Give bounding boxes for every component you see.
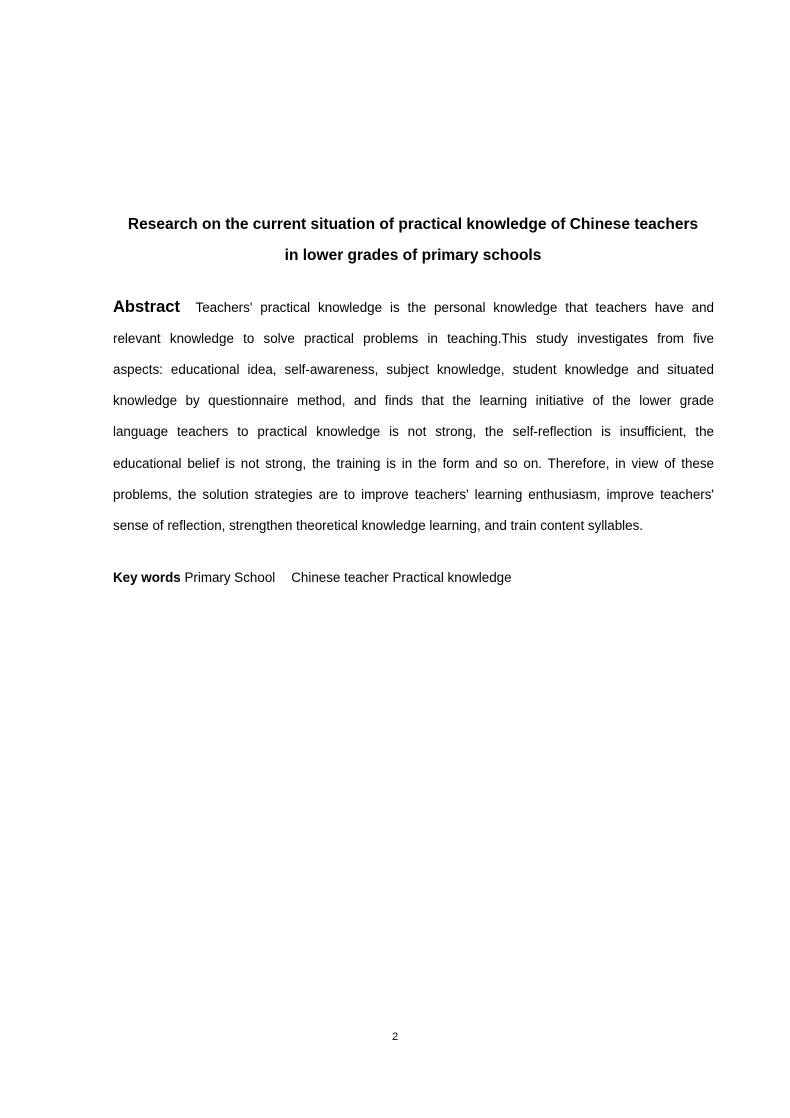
abstract-line: language teachers to practical knowledge is not strong, the self-reflection is insufficient, the [113, 424, 714, 439]
keyword-item: Primary School [184, 570, 276, 585]
abstract-line: sense of reflection, strengthen theoretical knowledge learning, and train content syllables. [113, 518, 643, 533]
abstract-line [113, 297, 714, 317]
abstract-line: relevant knowledge to solve practical problems in teaching.This study investigates from five [113, 331, 714, 346]
abstract-line: aspects: educational idea, self-awareness, subject knowledge, student knowledge and situated [113, 362, 714, 377]
abstract-text: Teachers' practical knowledge is the personal knowledge that teachers have and [195, 300, 714, 315]
keywords-label: Key words [113, 570, 181, 585]
abstract-line: educational belief is not strong, the training is in the form and so on. Therefore, in view of these [113, 456, 714, 471]
abstract-line: problems, the solution strategies are to improve teachers' learning enthusiasm, improve teachers' [113, 487, 714, 502]
keyword-item: Chinese teacher Practical knowledge [291, 570, 512, 585]
keywords-line [113, 568, 512, 588]
page-number: 2 [391, 1031, 399, 1043]
paper-title-line-2: in lower grades of primary schools [284, 247, 542, 264]
abstract-label: Abstract [113, 298, 180, 316]
abstract-line: knowledge by questionnaire method, and finds that the learning initiative of the lower grade [113, 393, 714, 408]
paper-title-line-1: Research on the current situation of practical knowledge of Chinese teachers [127, 216, 699, 233]
